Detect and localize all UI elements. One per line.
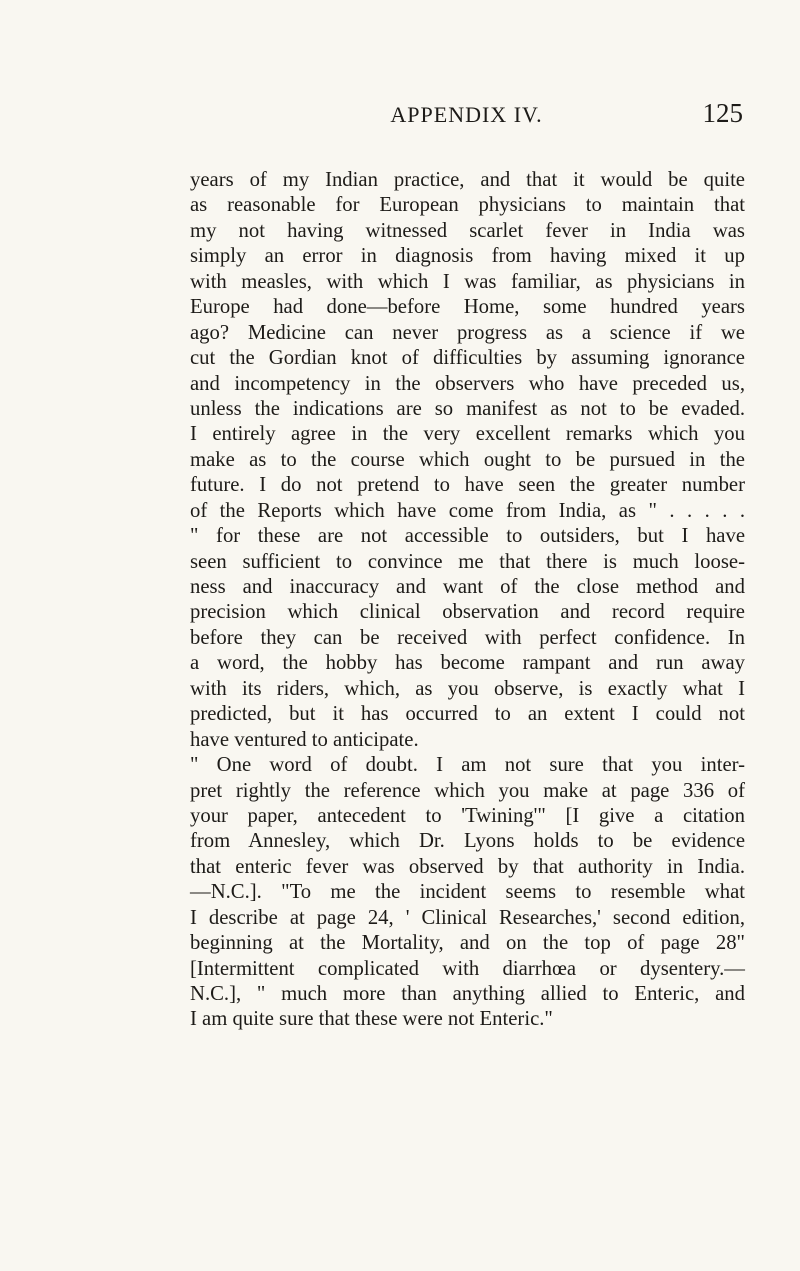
text-line: and incompetency in the observers who have preceded us, — [190, 372, 745, 395]
text-line: as reasonable for European physicians to maintain that — [190, 194, 745, 217]
text-line: of the Reports which have come from India, as " . . . . . — [190, 499, 745, 522]
text-line: I am quite sure that these were not Enteric." — [190, 1008, 553, 1031]
text-line: pret rightly the reference which you make at page 336 of — [190, 779, 745, 802]
running-head-title: APPENDIX IV. — [390, 102, 543, 127]
text-line: with its riders, which, as you observe, is exactly what I — [190, 677, 745, 700]
text-line: simply an error in diagnosis from having mixed it up — [190, 245, 745, 268]
text-line: " One word of doubt. I am not sure that you inter- — [190, 754, 745, 777]
text-line: N.C.], " much more than anything allied to Enteric, and — [190, 983, 745, 1005]
text-line: precision which clinical observation and record require — [190, 601, 745, 624]
text-line: before they can be received with perfect confidence. In — [190, 626, 745, 649]
text-line: have ventured to anticipate. — [190, 728, 419, 751]
text-line: —N.C.]. "To me the incident seems to resemble what — [190, 881, 745, 904]
text-line: I describe at page 24, ' Clinical Researches,' second edition, — [190, 906, 745, 929]
text-line: make as to the course which ought to be pursued in the — [190, 448, 745, 471]
text-line: a word, the hobby has become rampant and run away — [190, 652, 745, 675]
text-line: ago? Medicine can never progress as a science if we — [190, 321, 745, 344]
text-line: cut the Gordian knot of difficulties by assuming ignorance — [190, 347, 745, 370]
text-line: from Annesley, which Dr. Lyons holds to be evidence — [190, 830, 745, 853]
body-text — [190, 168, 745, 1033]
text-line: unless the indications are so manifest as not to be evaded. — [190, 397, 745, 420]
text-line: Europe had done—before Home, some hundred years — [190, 296, 745, 319]
text-line: years of my Indian practice, and that it would be quite — [190, 169, 745, 191]
text-line: predicted, but it has occurred to an extent I could not — [190, 703, 745, 726]
text-line: that enteric fever was observed by that authority in India. — [190, 855, 745, 878]
page-number: 125 — [702, 98, 743, 128]
text-line: seen sufficient to convince me that there is much loose- — [190, 550, 745, 573]
text-line: my not having witnessed scarlet fever in India was — [190, 219, 745, 242]
text-line: [Intermittent complicated with diarrhœa or dysentery.— — [190, 957, 745, 980]
text-line: with measles, with which I was familiar, as physicians in — [190, 270, 745, 293]
text-line: beginning at the Mortality, and on the top of page 28" — [190, 932, 745, 955]
text-line: your paper, antecedent to 'Twining'" [I give a citation — [190, 804, 745, 827]
text-line: ness and inaccuracy and want of the close method and — [190, 576, 745, 598]
text-line: " for these are not accessible to outsiders, but I have — [190, 525, 745, 548]
running-head — [190, 98, 743, 138]
text-line: I entirely agree in the very excellent remarks which you — [190, 423, 745, 446]
text-line: future. I do not pretend to have seen the greater number — [190, 474, 745, 497]
